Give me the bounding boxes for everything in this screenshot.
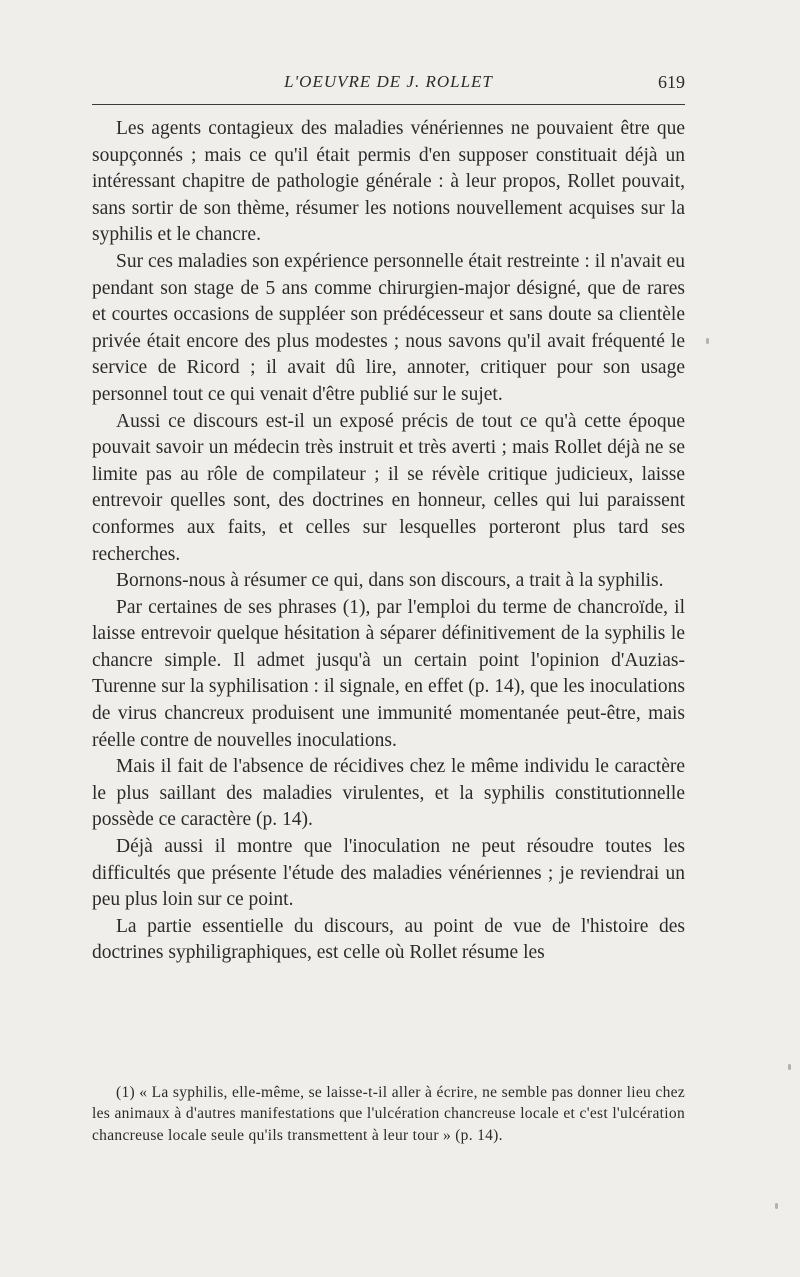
- paper-speck: [775, 1203, 778, 1209]
- paragraph: Bornons-nous à résumer ce qui, dans son discours, a trait à la syphilis.: [116, 570, 664, 592]
- paragraph: Par certaines de ses phrases (1), par l'emploi du terme de chancroïde, il laisse entrevoir quelque hésitation à séparer définitivement de la syphilis le chancre simple. Il admet jusqu'à un certain point l'opinion d'Auzias-Turenne sur la syphilisation : il signale, en effet (p. 14), que les inoculations de virus chancreux produisent une immunité momentanée peut-être, mais réelle contre de nouvelles inoculations.: [92, 596, 685, 751]
- paragraph: Sur ces maladies son expérience personnelle était restreinte : il n'avait eu pendant son stage de 5 ans comme chirurgien-major désigné, que de rares et courtes occasions de suppléer son prédécesseur et sans doute sa clientèle privée était encore des plus modestes ; nous savons qu'il avait fréquenté le service de Ricord ; il avait dû lire, annoter, critiquer pour son usage personnel tout ce qui venait d'être publié sur le sujet.: [92, 250, 685, 405]
- paper-speck: [788, 1064, 791, 1070]
- paragraph: Déjà aussi il montre que l'inoculation ne peut résoudre toutes les difficultés que présente l'étude des maladies vénériennes ; je reviendrai un peu plus loin sur ce point.: [92, 836, 685, 911]
- paragraph: Mais il fait de l'absence de récidives chez le même individu le caractère le plus saillant des maladies virulentes, et la syphilis constitutionnelle possède ce caractère (p. 14).: [92, 756, 685, 831]
- header-rule: [92, 104, 685, 105]
- running-title: L'OEUVRE DE J. ROLLET: [284, 72, 493, 91]
- footnote: [92, 1082, 685, 1146]
- paragraph: Les agents contagieux des maladies vénériennes ne pouvaient être que soupçonnés ; mais ce qu'il était permis d'en supposer constituait déjà un intéressant chapitre de pathologie générale : à leur propos, Rollet pouvait, sans sortir de son thème, résumer les notions nouvellement acquises sur la syphilis et le chancre.: [92, 118, 685, 246]
- page-header: [92, 72, 685, 96]
- footnote-text: (1) « La syphilis, elle-même, se laisse-t-il aller à écrire, ne semble pas donner lieu chez les animaux à d'autres manifestations que l'ulcération chancreuse locale et c'est l'ulcération chancreuse locale seule qu'ils transmettent à leur tour » (p. 14).: [92, 1084, 685, 1144]
- body-text: [92, 116, 685, 967]
- page-number: 619: [658, 72, 685, 92]
- paper-speck: [706, 338, 709, 344]
- paragraph: La partie essentielle du discours, au point de vue de l'histoire des doctrines syphiligraphiques, est celle où Rollet résume les: [92, 915, 685, 964]
- paragraph: Aussi ce discours est-il un exposé précis de tout ce qu'à cette époque pouvait savoir un médecin très instruit et très averti ; mais Rollet déjà ne se limite pas au rôle de compilateur ; il se révèle critique judicieux, laisse entrevoir quelles sont, des doctrines en honneur, celles qui lui paraissent conformes aux faits, et celles sur lesquelles porteront plus tard ses recherches.: [92, 410, 685, 565]
